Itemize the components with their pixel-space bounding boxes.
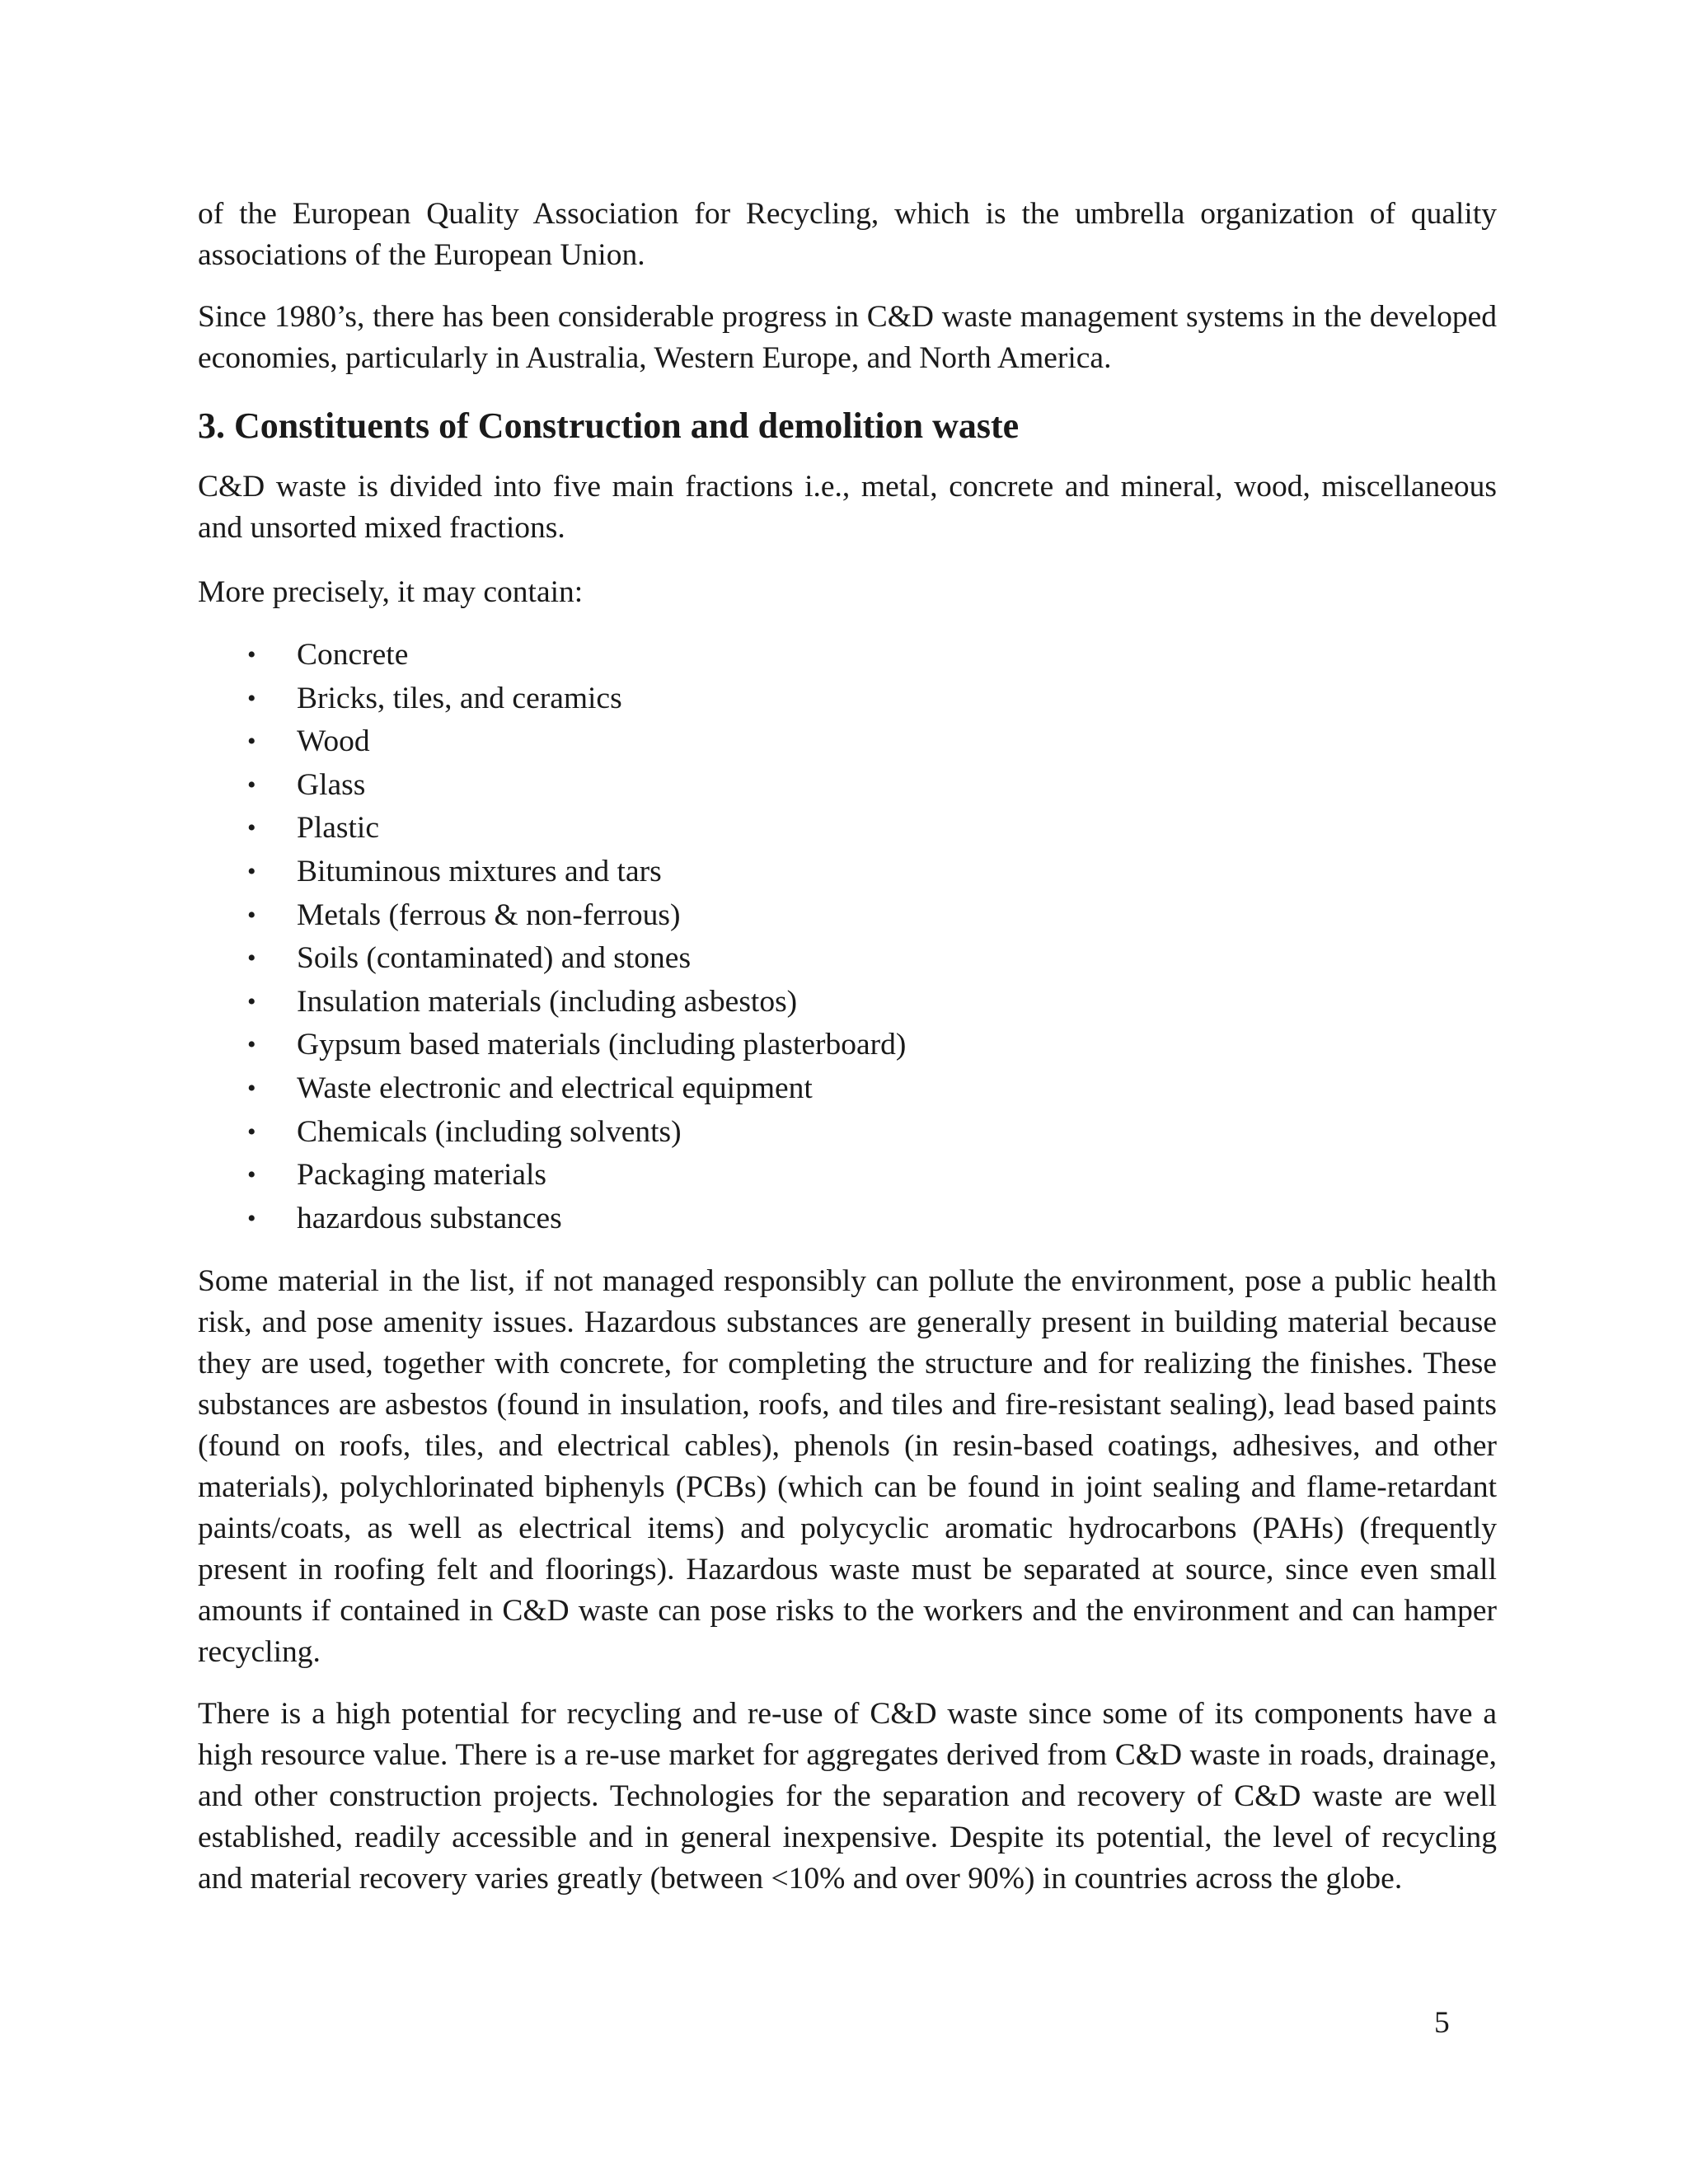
paragraph-eqar: of the European Quality Association for Recycling, which is the umbrella organization of quality associations of the European Union.: [198, 197, 1497, 272]
list-item-label: Bituminous mixtures and tars: [297, 854, 662, 888]
document-page: [198, 194, 1497, 1900]
list-item-label: Waste electronic and electrical equipment: [297, 1071, 813, 1105]
list-item-label: Plastic: [297, 811, 379, 846]
paragraph-fractions: C&D waste is divided into five main fractions i.e., metal, concrete and mineral, wood, miscellaneous and unsorted mixed fractions.: [198, 470, 1497, 545]
paragraph-progress: Since 1980’s, there has been considerable progress in C&D waste management systems in the developed economies, particularly in Australia, Western Europe, and North America.: [198, 300, 1497, 375]
list-item: [198, 720, 1497, 764]
bullet-icon: •: [247, 728, 256, 756]
list-item-label: Glass: [297, 767, 366, 802]
bullet-icon: •: [247, 771, 256, 799]
list-item: [198, 981, 1497, 1024]
bullet-icon: •: [247, 944, 256, 972]
bullet-icon: •: [247, 1118, 256, 1146]
list-item: [198, 1197, 1497, 1241]
list-item: [198, 677, 1497, 721]
bullet-icon: •: [247, 987, 256, 1015]
list-item-label: Gypsum based materials (including plasterboard): [297, 1028, 907, 1062]
bullet-icon: •: [247, 901, 256, 929]
list-item-label: Concrete: [297, 638, 409, 672]
bullet-icon: •: [247, 684, 256, 712]
paragraph-list-intro: More precisely, it may contain:: [198, 575, 584, 609]
list-item: [198, 1024, 1497, 1067]
paragraph-recycling: There is a high potential for recycling and re-use of C&D waste since some of its components have a high resource value. There is a re-use market for aggregates derived from C&D waste in roads, drainage, and other construction projects. Technologies for the separation and recovery of C&D waste are well established, readily accessible and in general inexpensive. Despite its potential, the level of recycling and material recovery varies greatly (between <10% and over 90%) in countries across the globe.: [198, 1697, 1497, 1896]
list-item: [198, 764, 1497, 808]
list-item: [198, 1067, 1497, 1111]
list-item-label: Packaging materials: [297, 1158, 547, 1193]
list-item: [198, 807, 1497, 851]
list-item-label: Soils (contaminated) and stones: [297, 941, 692, 976]
bullet-icon: •: [247, 1204, 256, 1232]
bullet-icon: •: [247, 814, 256, 842]
list-item-label: Chemicals (including solvents): [297, 1114, 682, 1149]
list-item: [198, 634, 1497, 677]
page-number: 5: [1434, 2006, 1450, 2040]
bullet-icon: •: [247, 1161, 256, 1189]
bullet-icon: •: [247, 1074, 256, 1102]
bullet-icon: •: [247, 641, 256, 668]
constituents-list: [198, 634, 1497, 1240]
list-item: [198, 1111, 1497, 1155]
list-item: [198, 1154, 1497, 1197]
list-item: [198, 937, 1497, 981]
section-heading: 3. Constituents of Construction and demolition waste: [198, 405, 1020, 446]
list-item: [198, 851, 1497, 894]
bullet-icon: •: [247, 857, 256, 885]
list-item-label: Insulation materials (including asbestos): [297, 984, 798, 1019]
list-item-label: Metals (ferrous & non-ferrous): [297, 898, 681, 932]
bullet-icon: •: [247, 1031, 256, 1059]
list-item-label: hazardous substances: [297, 1201, 562, 1235]
list-item-label: Wood: [297, 724, 370, 759]
list-item-label: Bricks, tiles, and ceramics: [297, 681, 622, 715]
list-item: [198, 894, 1497, 938]
paragraph-hazardous: Some material in the list, if not managed responsibly can pollute the environment, pose a public health risk, and pose amenity issues. Hazardous substances are generally present in building material because they are used, together with concrete, for completing the structure and for realizing the finishes. These substances are asbestos (found in insulation, roofs, and tiles and fire-resistant sealing), lead based paints (found on roofs, tiles, and electrical cables), phenols (in resin-based coatings, adhesives, and other materials), polychlorinated biphenyls (PCBs) (which can be found in joint sealing and flame-retardant paints/coats, as well as electrical items) and polycyclic aromatic hydrocarbons (PAHs) (frequently present in roofing felt and floorings). Hazardous waste must be separated at source, since even small amounts if contained in C&D waste can pose risks to the workers and the environment and can hamper recycling.: [198, 1264, 1497, 1670]
